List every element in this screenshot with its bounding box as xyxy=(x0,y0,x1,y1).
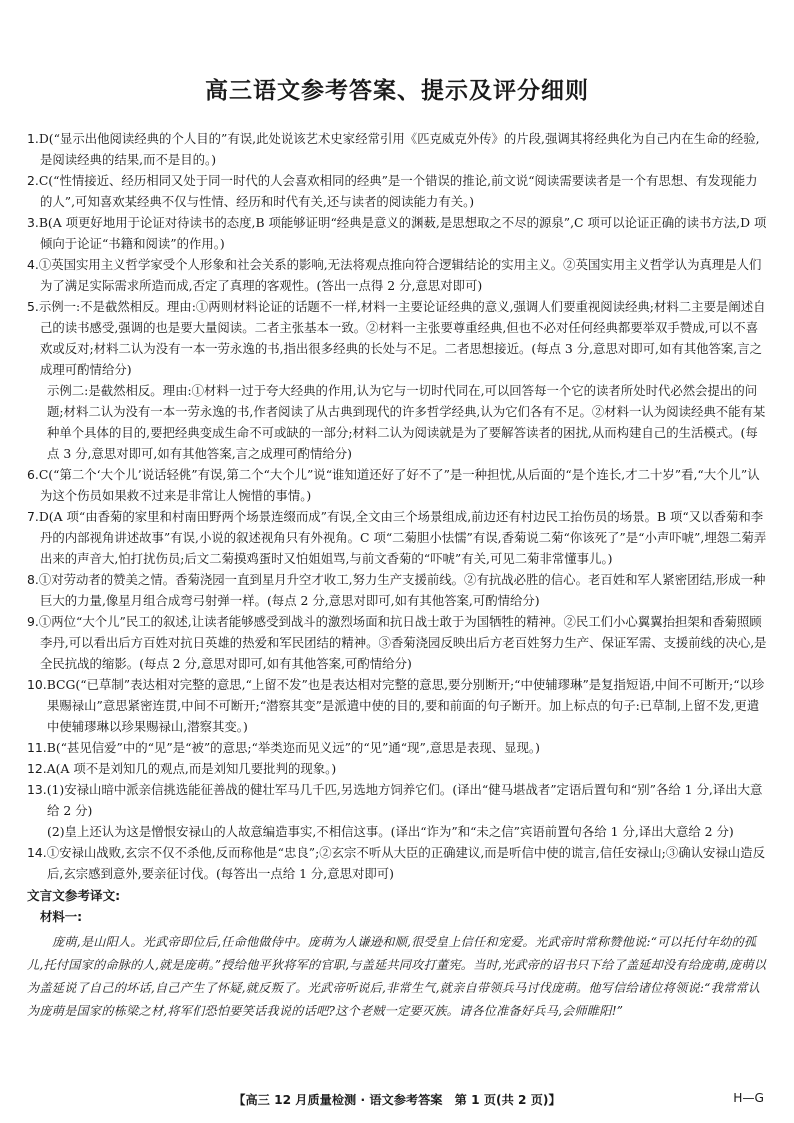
answer-item: 13.(1)安禄山暗中派亲信挑选能征善战的健壮军马几千匹,另选地方饲养它们。(译出“健马堪战者”定语后置句和“别”各给 1 分,译出大意给 2 分) xyxy=(27,782,763,818)
answer-item: 4.①英国实用主义哲学家受个人形象和社会关系的影响,无法将观点推向符合逻辑结论的实用主义。②英国实用主义哲学认为真理是人们为了满足实际需求所造而成,否定了真理的客观性。(答出一点得 2 分,意思对即可) xyxy=(27,257,762,293)
footer-code: H—G xyxy=(733,1091,764,1105)
answer-item: 5.示例一:不是截然相反。理由:①两则材料论证的话题不一样,材料一主要论证经典的意义,强调人们要重视阅读经典;材料二主要是阐述自己的读书感受,强调的也是要大量阅读。二者主张基本一致。②材料一主张要尊重经典,但也不必对任何经典都要举双手赞成,可以不喜欢或反对;材料二认为没有一本一劳永逸的书,指出很多经典的长处与不足。二者思想接近。(每点 3 分,意思对即可,如有其他答案,言之成理可酌情给分) xyxy=(27,299,766,377)
answer-item: 7.D(A 项“由香菊的家里和村南田野两个场景连缀而成”有误,全文由三个场景组成,前边还有村边民工抬伤员的场景。B 项“又以香菊和李丹的内部视角讲述故事”有误,小说的叙述视角只有外视角。C 项“二菊胆小怯懦”有误,香菊说二菊“你该死了”是“小声吓唬”,埋怨二菊弄出来的声音大,怕打扰伤员;后文二菊摸鸡蛋时又怕姐姐骂,与前文香菊的“吓唬”有关,可见二菊非常懂事儿。) xyxy=(27,509,767,566)
answer-item: 10.BCG(“已草制”表达相对完整的意思,“上留不发”也是表达相对完整的意思,要分别断开;“中使辅璆琳”是复指短语,中间不可断开;“以珍果赐禄山”意思紧密连贯,中间不可断开;“潜察其变”是派遣中使的目的,要和前面的句子断开。加上标点的句子:已草制,上留不发,更遣中使辅璆琳以珍果赐禄山,潜察其变。) xyxy=(27,677,765,734)
answer-item: 3.B(A 项更好地用于论证对待读书的态度,B 项能够证明“经典是意义的渊薮,是思想取之不尽的源泉”,C 项可以论证正确的读书方法,D 项倾向于论证“书籍和阅读”的作用。) xyxy=(27,215,767,251)
answer-list xyxy=(27,128,769,1023)
answer-item: 12.A(A 项不是刘知几的观点,而是刘知几要批判的现象。) xyxy=(27,761,337,776)
answer-item: 9.①两位“大个儿”民工的叙述,让读者能够感受到战斗的激烈场面和抗日战士敢于为国牺牲的精神。②民工们小心翼翼抬担架和香菊照顾李丹,可以看出后方百姓对抗日英雄的热爱和军民团结的精神。③香菊浇园反映出后方老百姓努力生产、保证军需、支援前线的决心,是全民抗战的缩影。(每点 2 分,意思对即可,如有其他答案,可酌情给分) xyxy=(27,614,767,671)
answer-item: 11.B(“甚见信爱”中的“见”是“被”的意思;“举类迩而见义远”的“见”通“现”,意思是表现、显现。) xyxy=(27,740,540,755)
translation-heading: 文言文参考译文: xyxy=(27,888,121,903)
material-translation-text: 庞萌,是山阳人。光武帝即位后,任命他做侍中。庞萌为人谦逊和顺,很受皇上信任和宠爱。光武帝时常称赞他说:“可以托付年幼的孤儿,托付国家的命脉的人,就是庞萌。”授给他平狄将军的官职,与盖延共同攻打董宪。当时,光武帝的诏书只下给了盖延却没有给庞萌,庞萌以为盖延说了自己的坏话,自己产生了怀疑,就反叛了。光武帝听说后,非常生气,就亲自带领兵马讨伐庞萌。他写信给诸位将领说:“我常常认为庞萌是国家的栋梁之材,将军们恐怕要笑话我说的话吧?这个老贼一定要灭族。请各位准备好兵马,会师睢阳!” xyxy=(27,935,767,1018)
answer-example: 示例二:是截然相反。理由:①材料一过于夸大经典的作用,认为它与一切时代同在,可以回答每一个它的读者所处时代必然会提出的问题;材料二认为没有一本一劳永逸的书,作者阅读了从古典到现代的许多哲学经典,认为它们各有不足。②材料一认为阅读经典不能有某种单个具体的目的,要把经典变成生命不可或缺的一部分;材料二认为阅读就是为了要解答读者的困扰,从而构建自己的生活模式。(每点 3 分,意思对即可,如有其他答案,言之成理可酌情给分) xyxy=(47,383,766,461)
answer-item: 2.C(“性情接近、经历相同又处于同一时代的人会喜欢相同的经典”是一个错误的推论,前文说“阅读需要读者是一个有思想、有发现能力的人”,可知喜欢某经典不仅与性情、经历和时代有关,还与读者的阅读能力有关。) xyxy=(27,173,758,209)
answer-subitem: (2)皇上还认为这是憎恨安禄山的人故意编造事实,不相信这事。(译出“诈为”和“未之信”宾语前置句各给 1 分,译出大意给 2 分) xyxy=(47,824,734,839)
answer-item: 14.①安禄山战败,玄宗不仅不杀他,反而称他是“忠良”;②玄宗不听从大臣的正确建议,而是听信中使的谎言,信任安禄山;③确认安禄山造反后,玄宗感到意外,要亲征讨伐。(每答出一点给 1 分,意思对即可) xyxy=(27,845,765,881)
material-heading: 材料一: xyxy=(40,909,83,924)
answer-item: 8.①对劳动者的赞美之情。香菊浇园一直到星月升空才收工,努力生产支援前线。②有抗战必胜的信心。老百姓和军人紧密团结,形成一种巨大的力量,像星月组合成弯弓射弹一样。(每点 2 分,意思对即可,如有其他答案,可酌情给分) xyxy=(27,572,766,608)
page-footer: 【高三 12 月质量检测 · 语文参考答案 第 1 页(共 2 页)】 xyxy=(233,1093,561,1107)
page-title: 高三语文参考答案、提示及评分细则 xyxy=(205,78,589,104)
answer-item: 1.D(“显示出他阅读经典的个人目的”有误,此处说该艺术史家经常引用《匹克威克外传》的片段,强调其将经典化为自己内在生命的经验,是阅读经典的结果,而不是目的。) xyxy=(27,131,760,167)
answer-item: 6.C(“第二个‘大个儿’说话轻佻”有误,第二个“大个儿”说“谁知道还好了好不了”是一种担忧,从后面的“是个连长,才二十岁”看,“大个儿”认为这个伤员如果救不过来是非常让人惋惜的事情。) xyxy=(27,467,760,503)
